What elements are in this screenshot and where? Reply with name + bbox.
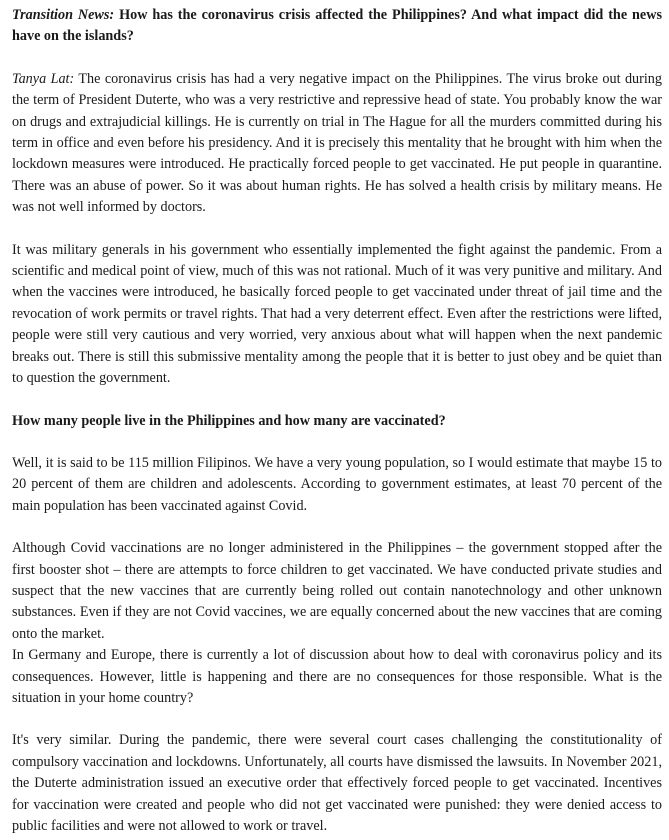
- interviewer-name: Transition News:: [12, 7, 115, 23]
- answer-2-paragraph-1: Well, it is said to be 115 million Filipinos. We have a very young population, so I would estimate that maybe 15 to 20 percent of them are children and adolescents. According to government estimates, at least 70 percent of the main population has been vaccinated against Covid.: [12, 454, 662, 514]
- answer-3-paragraph-1: It's very similar. During the pandemic, there were several court cases challenging the constitutionality of compulsory vaccination and lockdowns. Unfortunately, all courts have dismissed the lawsuits. In November 2021, the Duterte administration issued an executive order that effectively forced people to get vaccinated. Incentives for vaccination were created and people who did not get vaccinated were punished: they were denied access to public facilities and were not allowed to work or travel.: [12, 732, 662, 834]
- answer-1-paragraph-1: [12, 69, 662, 219]
- question-1: [12, 5, 662, 48]
- answer-1-paragraph-2: It was military generals in his government who essentially implemented the fight against the pandemic. From a scientific and medical point of view, much of this was not rational. Much of it was very punitive and military. And when the vaccines were introduced, he basically forced people to get vaccinated under threat of jail time and the revocation of work permits or travel rights. That had a very deterrent effect. Even after the restrictions were lifted, people were still very cautious and very worried, very anxious about what will happen when the next pandemic breaks out. There is still this submissive mentality among the people that it is better to just obey and be quiet than to question the government.: [12, 241, 662, 387]
- question-2: How many people live in the Philippines and how many are vaccinated?: [12, 412, 446, 429]
- answer-2-paragraph-2: Although Covid vaccinations are no longer administered in the Philippines – the government stopped after the first booster shot – there are attempts to force children to get vaccinated. We have conducted private studies and suspect that the new vaccines that are currently being rolled out contain nanotechnology and other unknown substances. Even if they are not Covid vaccines, we are equally concerned about the new vaccines that are coming onto the market.: [12, 540, 662, 642]
- question-1-text: How has the coronavirus crisis affected the Philippines? And what impact did the news have on the islands?: [12, 7, 662, 45]
- interviewee-name: Tanya Lat:: [12, 70, 75, 87]
- answer-1-text: The coronavirus crisis has had a very negative impact on the Philippines. The virus broke out during the term of President Duterte, who was a very restrictive and repressive head of state. You probably know the war on drugs and extrajudicial killings. He is currently on trial in The Hague for all the murders committed during his term in office and even before his presidency. And it is precisely this mentality that he brought with him when the lockdown measures were introduced. He practically forced people to get vaccinated. He put people in quarantine. There was an abuse of power. So it was about human rights. He has solved a health crisis by military means. He was not well informed by doctors.: [12, 70, 662, 216]
- question-3: In Germany and Europe, there is currently a lot of discussion about how to deal with coronavirus policy and its consequences. However, little is happening and there are no consequences for those responsible. What is the situation in your home country?: [12, 647, 662, 706]
